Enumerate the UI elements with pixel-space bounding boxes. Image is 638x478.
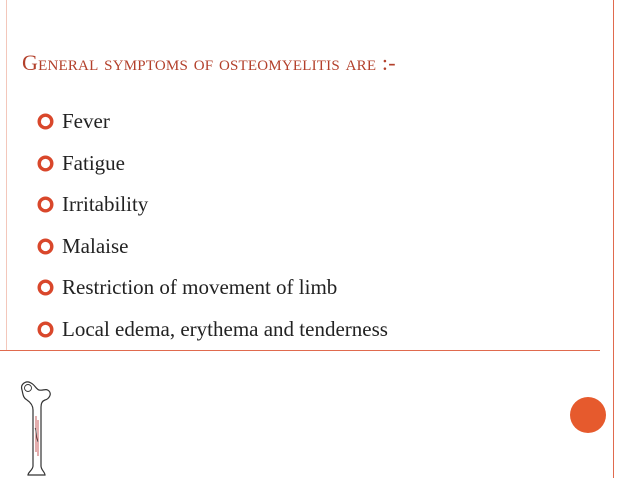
ring-bullet-icon [37, 321, 54, 338]
list-item [37, 191, 388, 218]
symptom-text: Fever [62, 109, 110, 133]
ring-bullet-icon [37, 196, 54, 213]
symptom-text: Restriction of movement of limb [62, 275, 338, 300]
symptom-text: Fatigue [62, 150, 125, 175]
ring-bullet-icon [37, 113, 54, 130]
symptom-text: Malaise [62, 233, 129, 258]
femur-bone-icon [18, 380, 58, 478]
list-item [37, 108, 388, 135]
ring-bullet-icon [37, 279, 54, 296]
left-margin-line [6, 0, 7, 350]
slide-title: General symptoms of osteomyelitis are :- [22, 50, 396, 75]
list-item [37, 150, 388, 177]
ring-bullet-icon [37, 155, 54, 172]
vertical-accent-line [613, 0, 614, 478]
ring-bullet-icon [37, 238, 54, 255]
list-item [37, 274, 388, 301]
list-item [37, 233, 388, 260]
orange-circle [570, 397, 606, 433]
symptom-list [37, 108, 388, 358]
symptom-text: Local edema, erythema and tenderness [62, 316, 388, 341]
list-item [37, 316, 388, 343]
symptom-text: Irritability [62, 192, 149, 217]
